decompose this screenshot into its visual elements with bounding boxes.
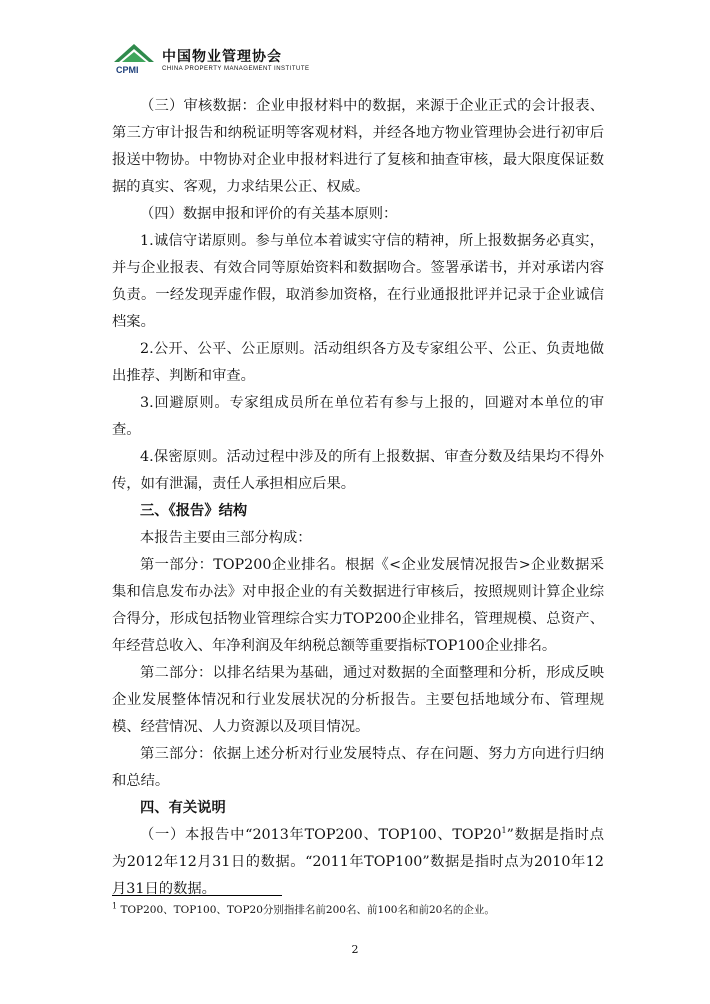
note-1-text-start: （一）本报告中“2013年TOP200、TOP100、TOP20	[140, 827, 502, 843]
paragraph-principle-1: 1.诚信守诺原则。参与单位本着诚实守信的精神，所上报数据务必真实，并与企业报表、有效合同等原始资料和数据吻合。签署承诺书，并对承诺内容负责。一经发现弄虚作假，取消参加资格，在行业通报批评并记录于企业诚信档案。	[112, 233, 604, 330]
footnote-divider	[112, 895, 282, 896]
logo-text: CPMI	[116, 65, 139, 75]
footnote-marker: 1	[112, 901, 118, 911]
paragraph-structure-intro: 本报告主要由三部分构成：	[140, 530, 312, 546]
footnote	[112, 902, 612, 917]
paragraph-note-1	[112, 822, 604, 903]
paragraph-part-3: 第三部分：依据上述分析对行业发展特点、存在问题、努力方向进行归纳和总结。	[112, 746, 604, 789]
paragraph-principle-2: 2.公开、公平、公正原则。活动组织各方及专家组公平、公正、负责地做出推荐、判断和审查。	[112, 341, 604, 384]
note-1-text-end: ”数据是指时点为2012年12月31日的数据。“2011年TOP100”数据是指时点为2010年12月31日的数据。	[112, 827, 604, 897]
paragraph-part-2: 第二部分：以排名结果为基础，通过对数据的全面整理和分析，形成反映企业发展整体情况和行业发展状况的分析报告。主要包括地域分布、管理规模、经营情况、人力资源以及项目情况。	[112, 665, 604, 735]
section-heading-structure: 三、《报告》结构	[140, 503, 248, 519]
org-name-cn: 中国物业管理协会	[162, 49, 282, 65]
cpmi-roof-logo-icon	[112, 40, 162, 78]
footnote-reference: 1	[501, 826, 507, 836]
org-name-en: CHINA PROPERTY MANAGEMENT INSTITUTE	[162, 66, 310, 72]
header-logo	[112, 40, 372, 80]
page-number: 2	[351, 943, 359, 956]
section-heading-notes: 四、有关说明	[140, 800, 226, 816]
page-body	[112, 93, 604, 903]
paragraph-part-1: 第一部分：TOP200企业排名。根据《<企业发展情况报告>企业数据采集和信息发布办法》对申报企业的有关数据进行审核后，按照规则计算企业综合得分，形成包括物业管理综合实力TOP200企业排名，管理规模、总资产、年经营总收入、年净利润及年纳税总额等重要指标TOP100企业排名。	[112, 557, 604, 654]
footnote-text: TOP200、TOP100、TOP20分别指排名前200名、前100名和前20名的企业。	[120, 904, 495, 916]
paragraph-principle-4: 4.保密原则。活动过程中涉及的所有上报数据、审查分数及结果均不得外传，如有泄漏，责任人承担相应后果。	[112, 449, 604, 492]
paragraph-audit-data: （三）审核数据：企业申报材料中的数据，来源于企业正式的会计报表、第三方审计报告和纳税证明等客观材料，并经各地方物业管理协会进行初审后报送中物协。中物协对企业申报材料进行了复核和抽查审核，最大限度保证数据的真实、客观，力求结果公正、权威。	[112, 98, 604, 195]
paragraph-principles-intro: （四）数据申报和评价的有关基本原则：	[140, 206, 398, 222]
paragraph-principle-3: 3.回避原则。专家组成员所在单位若有参与上报的，回避对本单位的审查。	[112, 395, 604, 438]
